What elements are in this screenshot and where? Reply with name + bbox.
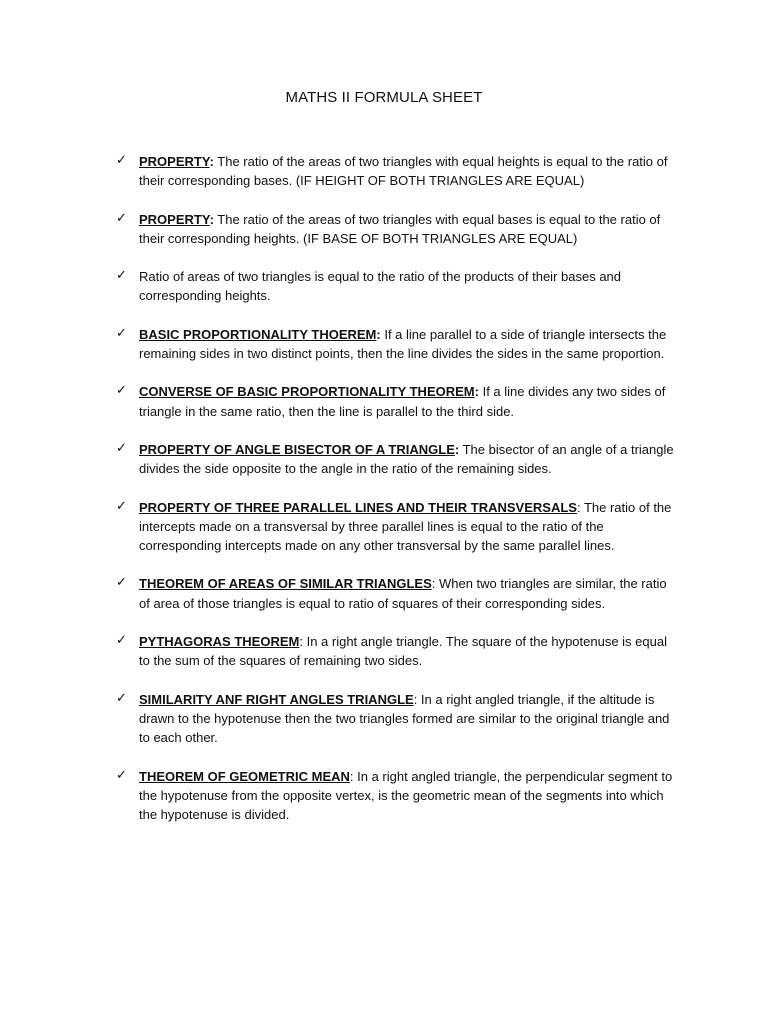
checkmark-icon: ✓ xyxy=(116,498,127,514)
item-text: When two triangles are similar, the ratio of area of those triangles is equal to ratio of squares of their corresponding sides. xyxy=(139,576,667,611)
checkmark-icon: ✓ xyxy=(116,153,127,168)
list-item xyxy=(116,632,679,671)
item-term: PYTHAGORAS THEOREM xyxy=(139,634,300,650)
item-text: The bisector of an angle of a triangle divides the side opposite to the angle in the ratio of the remaining sides. xyxy=(139,441,674,477)
checkmark-icon: ✓ xyxy=(116,575,127,591)
list-item xyxy=(116,267,679,306)
item-text: The ratio of the areas of two triangles with equal heights is equal to the ratio of their corresponding bases. (IF HEIGHT OF BOTH TRIANGLES ARE EQUAL) xyxy=(139,154,668,189)
item-term: PROPERTY OF ANGLE BISECTOR OF A TRIANGLE xyxy=(139,441,455,457)
item-text: Ratio of areas of two triangles is equal to the ratio of the products of their bases and corresponding heights. xyxy=(139,269,622,304)
checkmark-icon: ✓ xyxy=(116,268,127,284)
item-term: SIMILARITY ANF RIGHT ANGLES TRIANGLE xyxy=(139,691,414,707)
list-item xyxy=(116,152,679,191)
item-colon: : xyxy=(299,634,303,650)
item-colon: : xyxy=(474,384,479,400)
item-colon: : xyxy=(576,499,581,515)
list-item xyxy=(116,574,679,613)
item-text: The ratio of the areas of two triangles with equal bases is equal to the ratio of their corresponding heights. (IF BASE OF BOTH TRIANGLES ARE EQUAL) xyxy=(139,211,661,246)
checkmark-icon: ✓ xyxy=(116,383,127,399)
checkmark-icon: ✓ xyxy=(116,767,127,783)
item-colon: : xyxy=(209,211,214,227)
checkmark-icon: ✓ xyxy=(116,690,127,706)
list-item xyxy=(116,767,679,825)
item-text: If a line divides any two sides of triangle in the same ratio, then the line is parallel to the third side. xyxy=(139,384,666,419)
item-colon: : xyxy=(431,576,436,592)
checkmark-icon: ✓ xyxy=(116,440,127,456)
item-text: In a right angle triangle. The square of the hypotenuse is equal to the sum of the squares of remaining two sides. xyxy=(139,634,667,669)
item-term: CONVERSE OF BASIC PROPORTIONALITY THEOREM xyxy=(139,384,475,400)
list-item xyxy=(116,498,679,556)
item-term: PROPERTY OF THREE PARALLEL LINES AND THEIR TRANSVERSALS xyxy=(139,499,577,515)
item-colon: : xyxy=(376,326,381,342)
item-text: If a line parallel to a side of triangle intersects the remaining sides in two distinct points, then the line divides the sides in the same proportion. xyxy=(139,326,667,362)
item-colon: : xyxy=(209,154,214,169)
list-item xyxy=(116,382,679,421)
checkmark-icon: ✓ xyxy=(116,325,127,341)
list-item xyxy=(116,325,679,364)
page-title: MATHS II FORMULA SHEET xyxy=(285,89,483,106)
item-term: THEOREM OF GEOMETRIC MEAN xyxy=(139,768,350,784)
item-term: BASIC PROPORTIONALITY THOEREM xyxy=(139,326,377,342)
checkmark-icon: ✓ xyxy=(116,210,127,226)
item-colon: : xyxy=(349,768,354,784)
checkmark-icon: ✓ xyxy=(116,633,127,649)
item-text: In a right angled triangle, the perpendicular segment to the hypotenuse from the opposite vertex, is the geometric mean of the segments into which the hypotenuse is divided. xyxy=(139,768,673,823)
item-term: THEOREM OF AREAS OF SIMILAR TRIANGLES xyxy=(139,576,432,592)
list-item xyxy=(116,440,679,479)
item-colon: : xyxy=(413,691,418,707)
list-item xyxy=(116,210,679,249)
item-term: PROPERTY xyxy=(139,211,210,227)
item-colon: : xyxy=(454,441,460,457)
item-text: In a right angled triangle, if the altitude is drawn to the hypotenuse then the two triangles formed are similar to the original triangle and to each other. xyxy=(139,691,670,746)
formula-list xyxy=(0,152,768,824)
item-text: The ratio of the intercepts made on a transversal by three parallel lines is equal to the ratio of the corresponding intercepts made on any other transversal by the same parallel lines. xyxy=(139,499,672,554)
list-item xyxy=(116,690,679,748)
item-term: PROPERTY xyxy=(139,154,210,169)
